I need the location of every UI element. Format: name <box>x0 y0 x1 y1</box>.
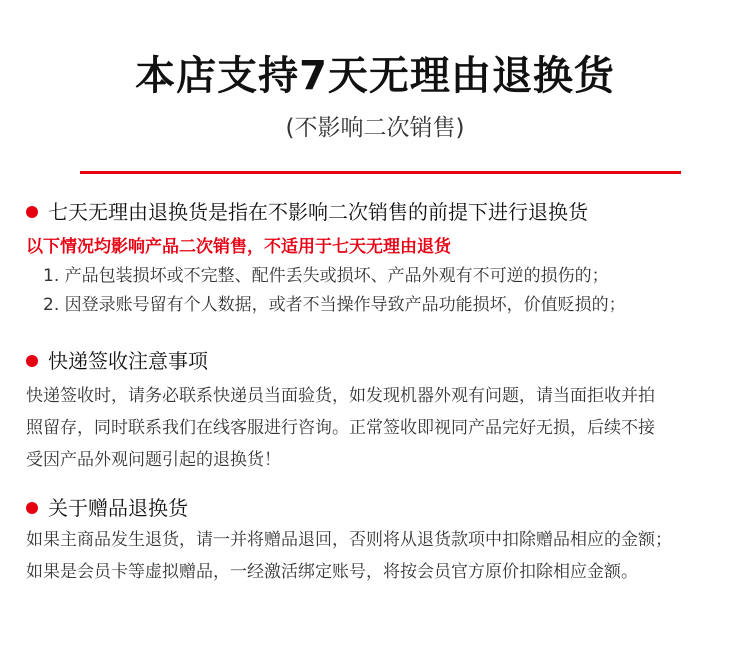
warning-text: 以下情况均影响产品二次销售，不适用于七天无理由退货 <box>26 237 451 257</box>
paragraph-line: 如果主商品发生退货，请一并将赠品退回，否则将从退货款项中扣除赠品相应的金额； <box>26 530 672 550</box>
paragraph-line: 快递签收时，请务必联系快递员当面验货，如发现机器外观有问题，请当面拒收并拍 <box>26 386 655 406</box>
section-heading-delivery <box>26 347 208 375</box>
page-title: 本店支持7天无理由退换货 <box>135 53 615 99</box>
section-heading-text: 七天无理由退换货是指在不影响二次销售的前提下进行退换货 <box>48 200 588 224</box>
list-item: 1. 产品包装损坏或不完整、配件丢失或损坏、产品外观有不可逆的损伤的； <box>43 266 609 286</box>
gifts-paragraph <box>26 524 731 588</box>
page-subtitle: (不影响二次销售) <box>285 115 465 141</box>
red-dot-icon <box>26 355 38 367</box>
red-dot-icon <box>26 502 38 514</box>
delivery-paragraph <box>26 380 731 476</box>
title-divider <box>80 171 681 174</box>
section-heading-seven-day <box>26 198 588 226</box>
paragraph-line: 照留存，同时联系我们在线客服进行咨询。正常签收即视同产品完好无损，后续不接 <box>26 418 655 438</box>
list-item: 2. 因登录账号留有个人数据，或者不当操作导致产品功能损坏，价值贬损的； <box>43 295 626 315</box>
section-heading-text: 关于赠品退换货 <box>48 496 188 520</box>
section-heading-gifts <box>26 494 188 522</box>
paragraph-line: 如果是会员卡等虚拟赠品，一经激活绑定账号，将按会员官方原价扣除相应金额。 <box>26 562 638 582</box>
section-heading-text: 快递签收注意事项 <box>48 349 208 373</box>
paragraph-line: 受因产品外观问题引起的退换货！ <box>26 450 281 470</box>
red-dot-icon <box>26 206 38 218</box>
